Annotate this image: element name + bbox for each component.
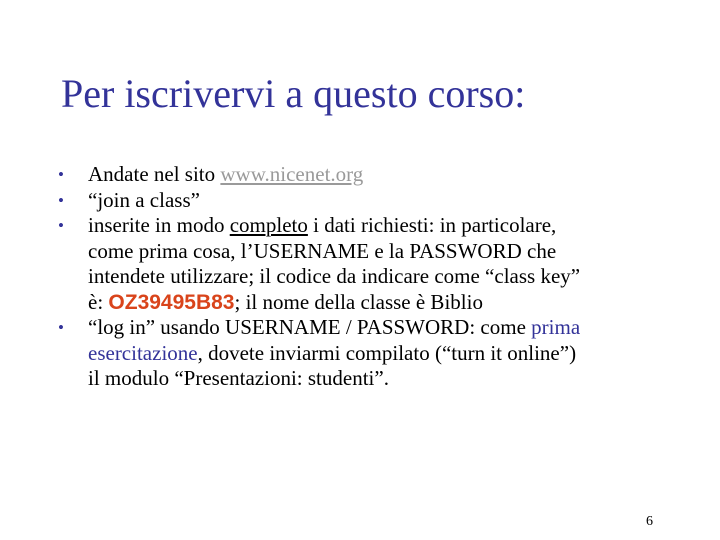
highlighted-text: prima: [531, 315, 581, 339]
bullet-text-segment: , dovete inviarmi compilato (“turn it online”): [197, 340, 577, 365]
bullet-text-segment: Andate nel sito: [88, 162, 221, 186]
bullet-text-segment: ; il nome della classe è Biblio: [234, 289, 483, 314]
bullet-item: [58, 315, 698, 392]
bullet-text-segment: è:: [88, 289, 109, 314]
bullet-text-segment: “log in” usando USERNAME / PASSWORD: come: [88, 315, 532, 339]
bullet-text-segment: i dati richiesti: in particolare,: [307, 213, 557, 237]
bullet-text-line: intendete utilizzare; il codice da indicare come “class key”: [88, 264, 581, 288]
bullet-marker: •: [58, 318, 64, 337]
bullet-text: [88, 162, 698, 188]
bullet-list: [58, 162, 698, 392]
bullet-text-segment: inserite in modo: [88, 213, 230, 237]
nicenet-link[interactable]: www.nicenet.org: [220, 162, 364, 186]
slide-title: Per iscrivervi a questo corso:: [61, 71, 526, 116]
bullet-item: [58, 213, 698, 315]
bullet-marker: •: [58, 165, 64, 184]
bullet-text-line: il modulo “Presentazioni: studenti”.: [88, 366, 389, 390]
bullet-item: [58, 162, 698, 188]
bullet-text-line: come prima cosa, l’USERNAME e la PASSWORD che: [88, 238, 557, 263]
page-number: 6: [646, 514, 653, 529]
bullet-marker: •: [58, 216, 64, 235]
highlighted-text: esercitazione: [88, 340, 198, 365]
bullet-text: “join a class”: [88, 187, 200, 212]
bullet-text: [88, 213, 698, 315]
bullet-text: [88, 315, 698, 392]
class-key-code: OZ39495B83: [108, 290, 235, 314]
bullet-marker: •: [58, 190, 64, 210]
underlined-word: completo: [229, 213, 308, 237]
bullet-item: [58, 188, 698, 214]
